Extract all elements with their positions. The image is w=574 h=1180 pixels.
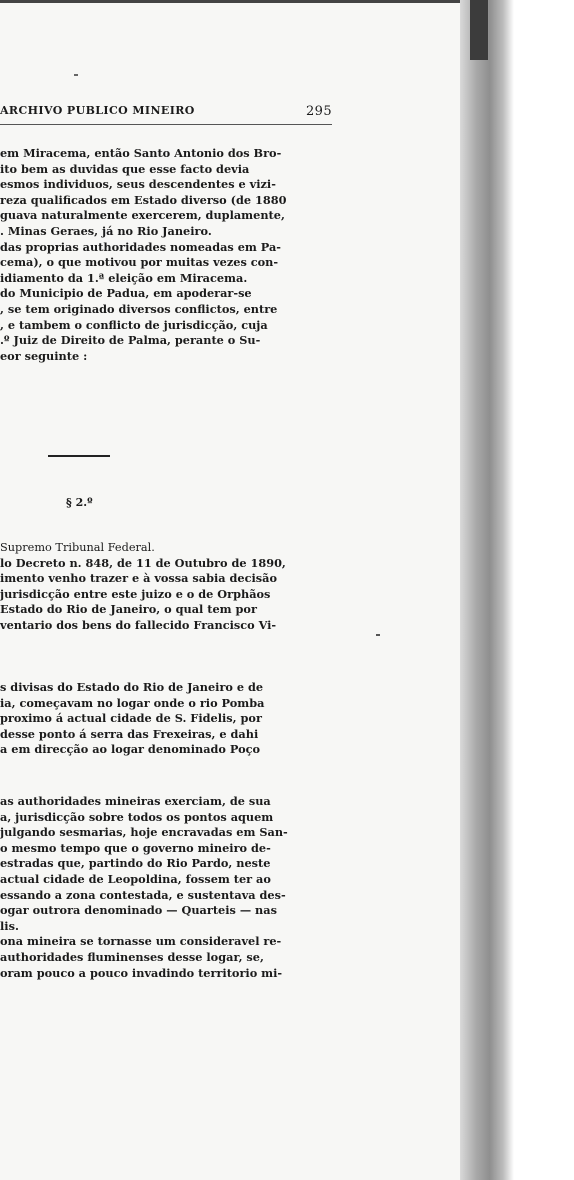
text-line: o mesmo tempo que o governo mineiro de- [0,840,271,855]
text-line: ventario dos bens do fallecido Francisco Vi- [0,617,277,632]
text-line: ito bem as duvidas que esse facto devia [0,161,250,176]
text-line: .º Juiz de Direito de Palma, perante o Su- [0,333,261,348]
text-line: s divisas do Estado do Rio de Janeiro e de [0,680,264,694]
text-line: ia, começavam no logar onde o rio Pomba [0,695,265,710]
text-line: authoridades fluminenses desse logar, se, [0,949,264,964]
text-line: julgando sesmarias, hoje encravadas em San- [0,825,288,840]
paragraph-block-3 [0,680,336,758]
header-rule [0,124,332,125]
text-line: Supremo Tribunal Federal. [0,541,155,554]
text-line: reza qualificados em Estado diverso (de 1880 [0,192,287,207]
text-line: lis. [0,918,19,933]
text-line: imento venho trazer e à vossa sabia decisão [0,571,277,586]
text-line: oram pouco a pouco invadindo territorio mi- [0,965,283,980]
text-line: lo Decreto n. 848, de 11 de Outubro de 1890, [0,555,286,570]
text-line: esmos individuos, seus descendentes e vizi- [0,177,276,192]
text-line: , se tem originado diversos conflictos, entre [0,301,278,316]
text-line: proximo á actual cidade de S. Fidelis, por [0,711,262,726]
running-head [0,104,332,124]
text-line: estradas que, partindo do Rio Pardo, neste [0,856,271,871]
section-heading: § 2.º [66,496,93,509]
top-edge-rule [0,0,470,3]
text-line: as authoridades mineiras exerciam, de sua [0,794,271,808]
page-number: 295 [305,104,332,119]
binding-gutter-shadow [460,0,514,1180]
text-line: ona mineira se tornasse um consideravel re- [0,934,282,949]
text-line: a em direcção ao logar denominado Poço [0,742,261,757]
text-line: eor seguinte : [0,348,88,363]
text-line: essando a zona contestada, e sustentava des- [0,887,286,902]
text-line: guava naturalmente exercerem, duplamente, [0,208,285,223]
text-line: actual cidade de Leopoldina, fossem ter ao [0,871,271,886]
text-line: idiamento da 1.ª eleição em Miracema. [0,270,248,285]
running-head-title: ARCHIVO PUBLICO MINEIRO [0,104,195,117]
text-line: ogar outrora denominado — Quarteis — nas [0,903,277,918]
paragraph-block-4 [0,794,336,981]
paragraph-block-1 [0,146,336,364]
text-line: , e tambem o conflicto de jurisdicção, cuja [0,317,268,332]
text-line: desse ponto á serra das Frexeiras, e dahi [0,726,259,741]
separator-rule [48,455,110,457]
text-line: das proprias authoridades nomeadas em Pa- [0,239,281,254]
text-line: jurisdicção entre este juizo e o de Orphãos [0,586,271,601]
text-line: a, jurisdicção sobre todos os pontos aquem [0,809,274,824]
text-line: do Municipio de Padua, em apoderar-se [0,286,252,301]
binding-dark-edge [470,0,488,60]
text-line: Estado do Rio de Janeiro, o qual tem por [0,602,257,617]
text-line: . Minas Geraes, já no Rio Janeiro. [0,223,212,238]
text-line: em Miracema, então Santo Antonio dos Bro- [0,146,282,160]
stray-mark [376,634,380,636]
ink-speck [74,74,78,76]
paragraph-block-2 [0,540,336,634]
text-line: cema), o que motivou por muitas vezes con- [0,255,279,270]
